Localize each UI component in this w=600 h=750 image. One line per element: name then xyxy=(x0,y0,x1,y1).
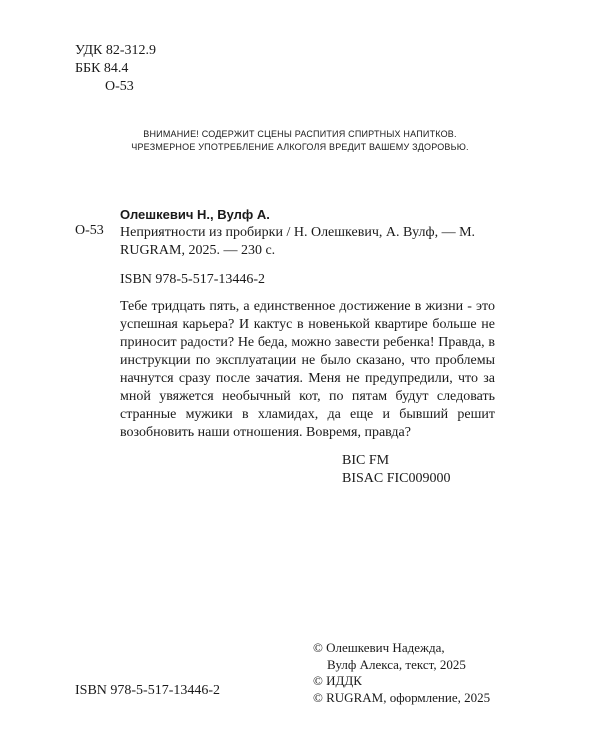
copyright-line-4: © RUGRAM, оформление, 2025 xyxy=(313,689,491,705)
annotation xyxy=(120,298,495,442)
bibliographic-record xyxy=(120,206,500,260)
copyright-line-3: © ИДДК xyxy=(313,673,362,688)
isbn-record: ISBN 978-5-517-13446-2 xyxy=(120,272,266,287)
annotation-text: Тебе тридцать пять, а единственное достижение в жизни - это успешная карьера? И кактус в новенькой квартире больше не приносит радости? Не беда, можно завести ребенка! Правда, в инструкции по эксплуатации не было сказано, что проблемы начнутся сразу после зачатия. Меня не предупредили, что за мной увяжется необычный кот, по пятам будут следовать странные мужики в хламидах, да еще и бывший решит возобновить наши отношения. Вовремя, правда? xyxy=(120,299,495,440)
bic-code: BIC FM xyxy=(342,453,390,468)
subject-codes xyxy=(342,452,451,488)
copyright-block xyxy=(313,640,490,706)
warning-line-1: ВНИМАНИЕ! СОДЕРЖИТ СЦЕНЫ РАСПИТИЯ СПИРТНЫХ НАПИТКОВ. xyxy=(143,129,457,139)
publisher-line: RUGRAM, 2025. — 230 с. xyxy=(120,243,276,258)
authors: Олешкевич Н., Вулф А. xyxy=(120,207,270,222)
bisac-code: BISAC FIC009000 xyxy=(342,471,451,486)
bbk-code: ББК 84.4 xyxy=(75,61,129,76)
title-line: Неприятности из пробирки / Н. Олешкевич, А. Вулф, — М. xyxy=(120,225,476,240)
udk-code: УДК 82-312.9 xyxy=(75,43,157,58)
classification-codes-block xyxy=(75,42,156,96)
side-author-mark: О-53 xyxy=(75,223,104,238)
isbn-footer: ISBN 978-5-517-13446-2 xyxy=(75,683,221,698)
copyright-line-1: © Олешкевич Надежда, xyxy=(313,640,445,655)
copyright-line-2: Вулф Алекса, текст, 2025 xyxy=(327,656,466,672)
warning-line-2: ЧРЕЗМЕРНОЕ УПОТРЕБЛЕНИЕ АЛКОГОЛЯ ВРЕДИТ ВАШЕМУ ЗДОРОВЬЮ. xyxy=(131,142,469,152)
alcohol-warning xyxy=(0,128,600,154)
author-mark: О-53 xyxy=(105,79,134,94)
